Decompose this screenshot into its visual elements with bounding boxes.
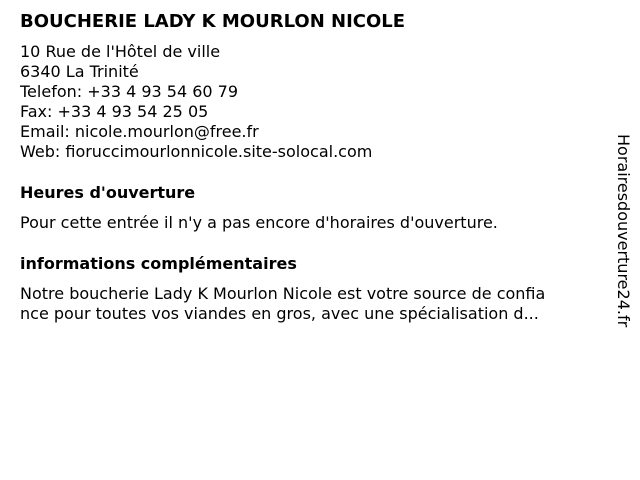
phone-number: Telefon: +33 4 93 54 60 79 — [20, 82, 239, 101]
website: Web: fioruccimourlonnicole.site-solocal.com — [20, 142, 373, 161]
description-line: Notre boucherie Lady K Mourlon Nicole est votre source de confia — [20, 284, 546, 303]
address-city: 6340 La Trinité — [20, 62, 139, 81]
business-entry — [20, 10, 600, 324]
email-address: Email: nicole.mourlon@free.fr — [20, 122, 259, 141]
address-street: 10 Rue de l'Hôtel de ville — [20, 42, 221, 61]
opening-hours-heading: Heures d'ouverture — [20, 183, 196, 202]
additional-info-heading: informations complémentaires — [20, 254, 297, 273]
additional-info-text — [20, 284, 600, 324]
site-brand-label: Horairesdouverture24.fr — [614, 134, 633, 328]
fax-number: Fax: +33 4 93 54 25 05 — [20, 102, 209, 121]
description-line: nce pour toutes vos viandes en gros, avec une spécialisation d... — [20, 304, 539, 323]
business-name: BOUCHERIE LADY K MOURLON NICOLE — [20, 11, 406, 32]
opening-hours-text: Pour cette entrée il n'y a pas encore d'horaires d'ouverture. — [20, 213, 498, 232]
